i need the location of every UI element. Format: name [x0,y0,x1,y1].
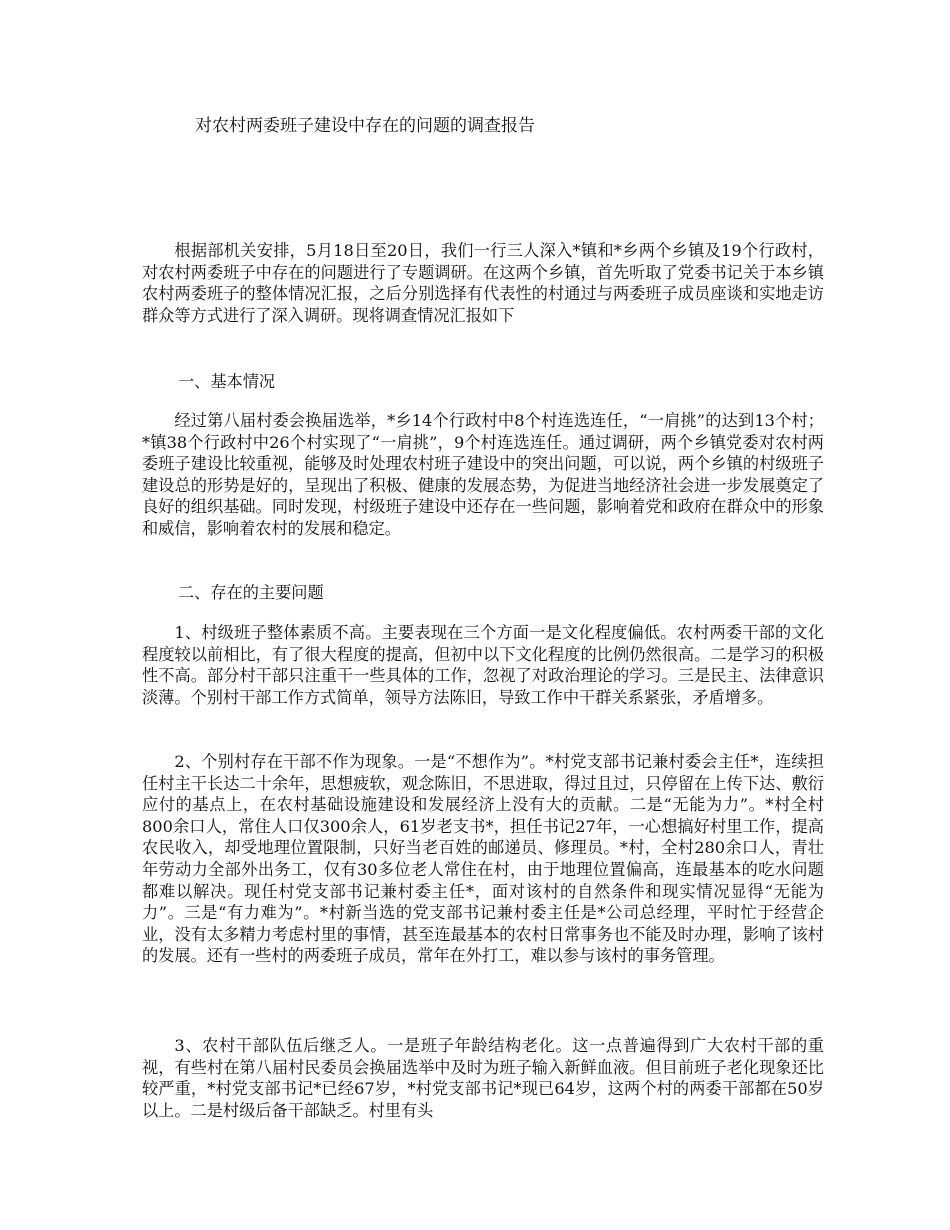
problem-paragraph-3: 3、农村干部队伍后继乏人。一是班子年龄结构老化。这一点普遍得到广大农村干部的重视，有些村在第八届村民委员会换届选举中及时为班子输入新鲜血液。但目前班子老化现象还比较严重，*村党支部书记*已经67岁，*村党支部书记*现已64岁，这两个村的两委干部都在50岁以上。二是村级后备干部缺乏。村里有头 [142,1036,824,1120]
problem-paragraph-1: 1、村级班子整体素质不高。主要表现在三个方面一是文化程度偏低。农村两委干部的文化程度较以前相比，有了很大程度的提高，但初中以下文化程度的比例仍然很高。二是学习的积极性不高。部分村干部只注重干一些具体的工作，忽视了对政治理论的学习。三是民主、法律意识淡薄。个别村干部工作方式简单，领导方法陈旧，导致工作中干群关系紧张，矛盾增多。 [142,623,824,707]
problem-paragraph-2: 2、个别村存在干部不作为现象。一是“不想作为”。*村党支部书记兼村委会主任*，连续担任村主干长达二十余年，思想疲软，观念陈旧，不思进取，得过且过，只停留在上传下达、敷衍应付的基点上，在农村基础设施建设和发展经济上没有大的贡献。二是“无能为力”。*村全村800余口人，常住人口仅300余人，61岁老支书*，担任书记27年，一心想搞好村里工作，提高农民收入，却受地理位置限制，只好当老百姓的邮递员、修理员。*村，全村280余口人，青壮年劳动力全部外出务工，仅有30多位老人常住在村，由于地理位置偏高，连最基本的吃水问题都难以解决。现任村党支部书记兼村委主任*，面对该村的自然条件和现实情况显得“无能为力”。三是“有力难为”。*村新当选的党支部书记兼村委主任是*公司总经理，平时忙于经营企业，没有太多精力考虑村里的事情，甚至连最基本的农村日常事务也不能及时办理，影响了该村的发展。还有一些村的两委班子成员，常年在外打工，难以参与该村的事务管理。 [142,752,824,966]
intro-paragraph: 根据部机关安排，5月18日至20日，我们一行三人深入*镇和*乡两个乡镇及19个行政村，对农村两委班子中存在的问题进行了专题调研。在这两个乡镇，首先听取了党委书记关于本乡镇农村两委班子的整体情况汇报，之后分别选择有代表性的村通过与两委班子成员座谈和实地走访群众等方式进行了深入调研。现将调查情况汇报如下 [142,241,824,325]
section-heading-main-problems: 二、存在的主要问题 [178,583,324,602]
document-title: 对农村两委班子建设中存在的问题的调查报告 [195,116,535,136]
section-heading-basic-situation: 一、基本情况 [178,372,276,391]
basic-situation-paragraph: 经过第八届村委会换届选举，*乡14个行政村中8个村连选连任，“一肩挑”的达到13个村；*镇38个行政村中26个村实现了“一肩挑”，9个村连选连任。通过调研，两个乡镇党委对农村两委班子建设比较重视，能够及时处理农村班子建设中的突出问题，可以说，两个乡镇的村级班子建设总的形势是好的，呈现出了积极、健康的发展态势，为促进当地经济社会进一步发展奠定了良好的组织基础。同时发现，村级班子建设中还存在一些问题，影响着党和政府在群众中的形象和威信，影响着农村的发展和稳定。 [142,411,824,538]
